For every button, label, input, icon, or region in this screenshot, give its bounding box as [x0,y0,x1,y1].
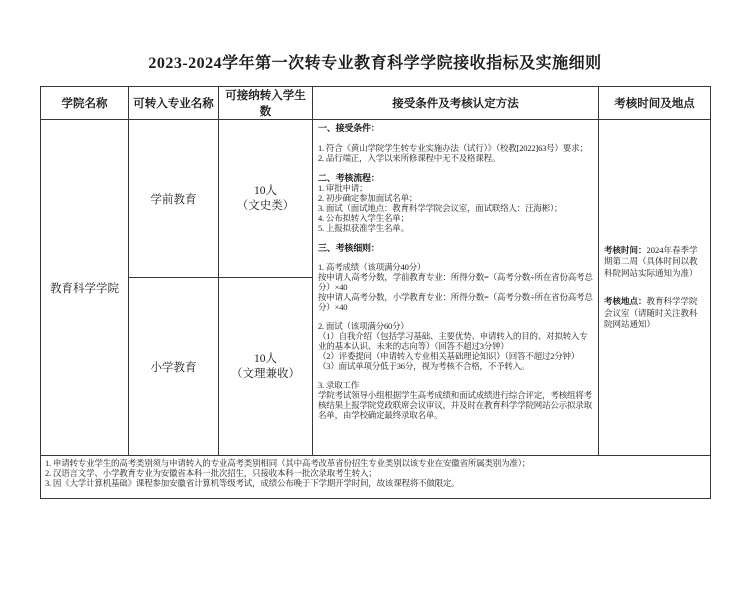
header-criteria: 接受条件及考核认定方法 [313,87,599,120]
criteria-sec1-title: 一、接受条件： [318,123,380,133]
capacity-category: （文理兼收） [231,367,300,380]
criteria-line: 学院考试领导小组根据学生高考成绩和面试成绩进行综合评定，考核组将考核结果上报学院党政联席会议审议，并及时在教育科学学院网站公示拟录取名单，由学校确定最终录取名单。 [318,390,592,420]
criteria-line: （3）面试单项分低于36分，视为考核不合格，不予转入。 [318,361,530,371]
criteria-line: 按申请人高考分数，小学教育专业：所得分数=（高考分数÷所在省份高考总分）×40 [318,292,593,312]
criteria-line: 1. 高考成绩（该项满分40分） [318,262,426,272]
criteria-line: 2. 初步确定参加面试名单； [318,193,418,203]
criteria-line: 1. 符合《黄山学院学生转专业实施办法（试行）》（校教[2022]63号）要求； [318,143,588,153]
header-capacity: 可接纳转入学生数 [219,87,313,120]
notes-cell [41,456,711,499]
criteria-sec2-title: 二、考核流程： [318,173,380,183]
capacity-count: 10人 [254,184,277,197]
capacity-count: 10人 [254,352,277,365]
capacity-category: （文史类） [236,199,295,212]
notes-row [41,456,711,499]
criteria-line: 4. 公布拟转入学生名单； [318,213,409,223]
schedule-cell [599,120,711,456]
criteria-line: 3. 面试（面试地点：教育科学学院会议室，面试联络人：汪海彬）； [318,203,563,213]
schedule-time [604,245,705,280]
header-schedule: 考核时间及地点 [599,87,711,120]
capacity-cell-preschool [219,120,313,278]
criteria-sec3-title: 三、考核细则： [318,243,380,253]
schedule-place [604,296,705,331]
capacity-cell-primary [219,278,313,456]
note-line-3: 3. 因《大学计算机基础》课程参加安徽省计算机等级考试，成绩公布晚于下学期开学时间，故该课程将不做限定。 [45,478,460,488]
note-line-1: 1. 申请转专业学生的高考类别须与申请转入的专业高考类别相同（其中高考改革省份招生专业类别以该专业在安徽省所属类别为准）； [45,458,531,468]
criteria-line: 按申请人高考分数，学前教育专业：所得分数=（高考分数÷所在省份高考总分）×40 [318,272,593,292]
schedule-time-label: 考核时间： [604,244,647,255]
transfer-quota-table [40,86,711,499]
criteria-line: （2）评委提问（申请转入专业相关基础理论知识）（回答不超过2分钟） [318,351,580,361]
criteria-line: 2. 面试（该项满分60分） [318,321,409,331]
table-row [41,120,711,278]
header-row [41,87,711,120]
header-transferable-major: 可转入专业名称 [129,87,219,120]
criteria-line: 3. 录取工作 [318,380,360,390]
criteria-line: 2. 品行端正，入学以来所修课程中无不及格课程。 [318,153,501,163]
schedule-time-text: 2024年春季学期第二周（具体时间以教科院网站实际通知为准） [604,244,698,278]
criteria-line: 5. 上报拟获准学生名单。 [318,223,409,233]
header-college-name: 学院名称 [41,87,129,120]
major-cell-primary: 小学教育 [129,278,219,456]
criteria-cell [313,120,599,456]
document-title: 2023-2024学年第一次转专业教育科学学院接收指标及实施细则 [148,55,602,72]
schedule-place-text: 教育科学学院会议室（请随时关注教科院网站通知） [604,296,698,329]
college-name-cell: 教育科学学院 [41,120,129,456]
criteria-line: 1. 审批申请； [318,183,368,193]
schedule-place-label: 考核地点： [604,296,647,306]
criteria-line: （1）自我介绍（包括学习基础、主要优势、申请转入的目的、对拟转入专业的基本认识、未来的志向等）（回答不超过3分钟） [318,331,588,351]
major-cell-preschool: 学前教育 [129,120,219,278]
note-line-2: 2. 汉语言文学、小学教育专业为安徽省本科一批次招生，只接收本科一批次录取考生转入； [45,468,377,478]
